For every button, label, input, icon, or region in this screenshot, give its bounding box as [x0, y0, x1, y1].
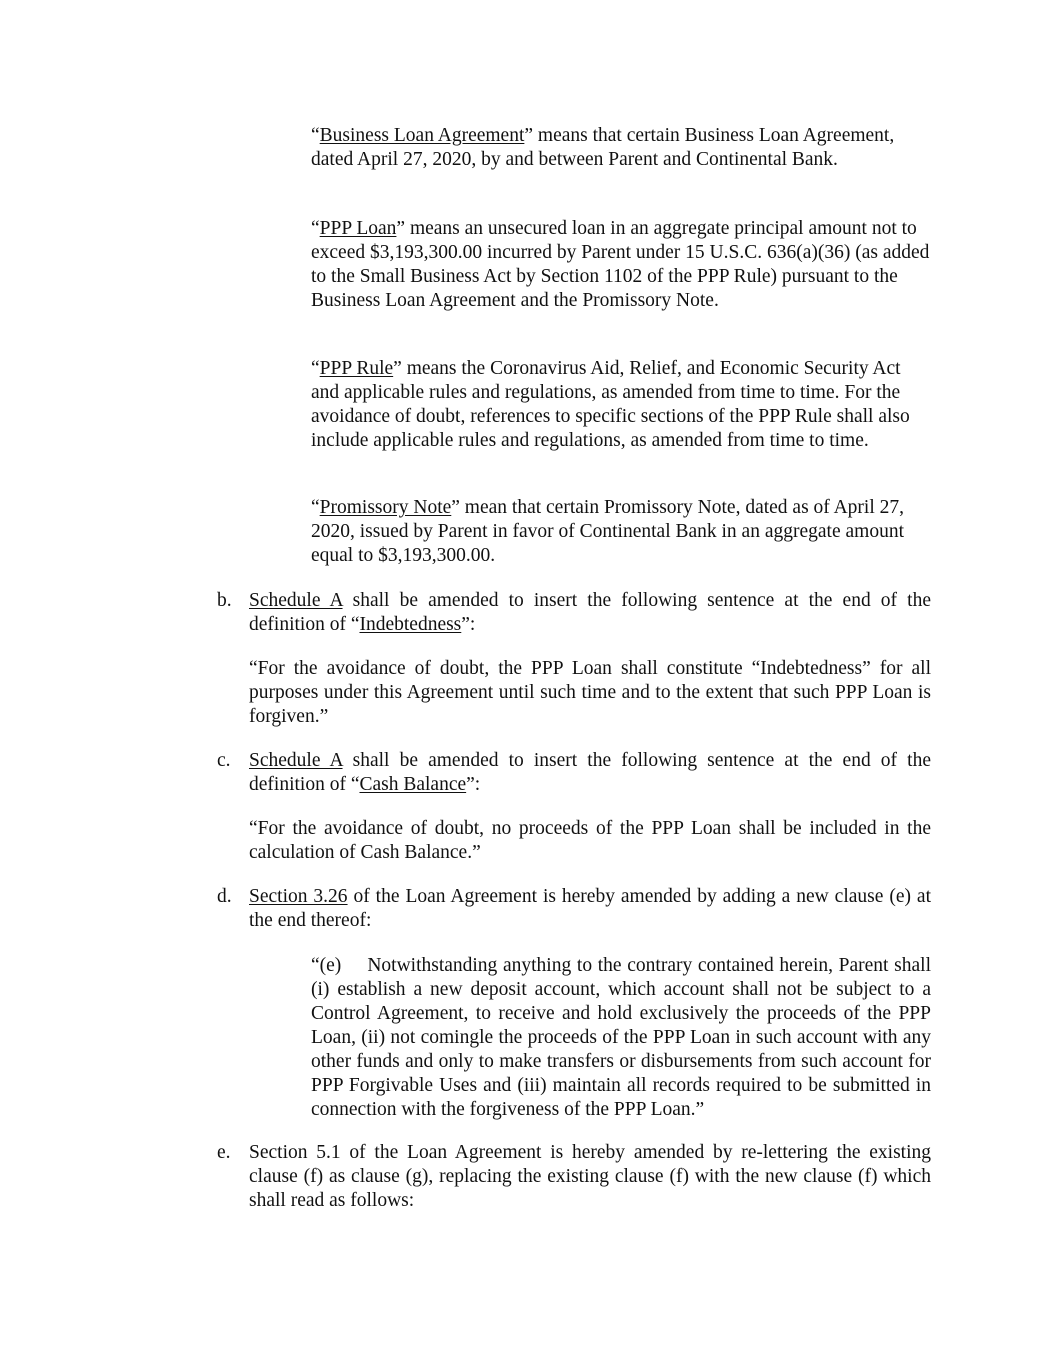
definition-ppp-loan: [311, 217, 931, 313]
item-b-text-part-1: shall be amended to insert the following sentence at the end of the definition of “: [249, 590, 931, 635]
definition-text: ” means the Coronavirus Aid, Relief, and Economic Security Act and applicable rules and regulations, as amended from time to time. For the avoidance of doubt, references to specific sections of the PPP Rule shall also include applicable rules and regulations, as amended from time to time.: [311, 358, 910, 451]
open-quote: “: [311, 125, 320, 146]
section-3-26-reference: Section 3.26: [249, 886, 348, 907]
schedule-a-reference: Schedule A: [249, 590, 343, 611]
definition-ppp-rule: [311, 357, 931, 453]
item-c-text: [249, 749, 931, 797]
item-c-text-part-2: ”:: [466, 774, 481, 795]
item-b-text: [249, 589, 931, 637]
defined-term: PPP Rule: [319, 358, 394, 379]
item-b-marker: b.: [217, 590, 232, 611]
clause-text: Notwithstanding anything to the contrary contained herein, Parent shall (i) establish a new deposit account, which account shall not be subject to a Control Agreement, to receive and hold exclusively the proceeds of the PPP Loan, (ii) not comingle the proceeds of the PPP Loan in such account with any other funds and only to make transfers or disbursements from such account for PPP Forgivable Uses and (iii) maintain all records required to be submitted in connection with the forgiveness of the PPP Loan.”: [311, 955, 931, 1120]
open-quote: “: [311, 358, 320, 379]
cash-balance-term: Cash Balance: [359, 774, 467, 795]
item-d-marker: d.: [217, 886, 232, 907]
item-b-quote: “For the avoidance of doubt, the PPP Loan shall constitute “Indebtedness” for all purposes under this Agreement until such time and to the extent that such PPP Loan is forgiven.”: [249, 658, 931, 727]
defined-term: Promissory Note: [319, 497, 452, 518]
item-b-text-part-2: ”:: [461, 614, 476, 635]
item-d-text-part-1: of the Loan Agreement is hereby amended by adding a new clause (e) at the end thereof:: [249, 886, 931, 931]
item-d-clause-e: [311, 954, 931, 1122]
definition-business-loan-agreement: [311, 124, 931, 172]
schedule-a-reference: Schedule A: [249, 750, 343, 771]
indebtedness-term: Indebtedness: [359, 614, 462, 635]
open-quote: “: [311, 497, 320, 518]
item-e-marker: e.: [217, 1142, 231, 1163]
clause-label: “(e): [311, 955, 342, 976]
item-c-quote: “For the avoidance of doubt, no proceeds of the PPP Loan shall be included in the calculation of Cash Balance.”: [249, 818, 931, 863]
definition-text: ” means an unsecured loan in an aggregate principal amount not to exceed $3,193,300.00 incurred by Parent under 15 U.S.C. 636(a)(36) (as added to the Small Business Act by Section 1102 of the PPP Rule) pursuant to the Business Loan Agreement and the Promissory Note.: [311, 218, 930, 311]
definition-promissory-note: [311, 496, 931, 568]
item-c-text-part-1: shall be amended to insert the following sentence at the end of the definition of “: [249, 750, 931, 795]
open-quote: “: [311, 218, 320, 239]
item-d-text: [249, 885, 931, 933]
defined-term: Business Loan Agreement: [319, 125, 525, 146]
definition-text: ” means that certain Business Loan Agreement, dated April 27, 2020, by and between Parent and Continental Bank.: [311, 125, 895, 170]
item-e-text: Section 5.1 of the Loan Agreement is hereby amended by re-lettering the existing clause (f) as clause (g), replacing the existing clause (f) with the new clause (f) which shall read as follows:: [249, 1142, 931, 1211]
definition-text: ” mean that certain Promissory Note, dated as of April 27, 2020, issued by Parent in favor of Continental Bank in an aggregate amount equal to $3,193,300.00.: [311, 497, 904, 566]
defined-term: PPP Loan: [319, 218, 397, 239]
item-c-marker: c.: [217, 750, 231, 771]
